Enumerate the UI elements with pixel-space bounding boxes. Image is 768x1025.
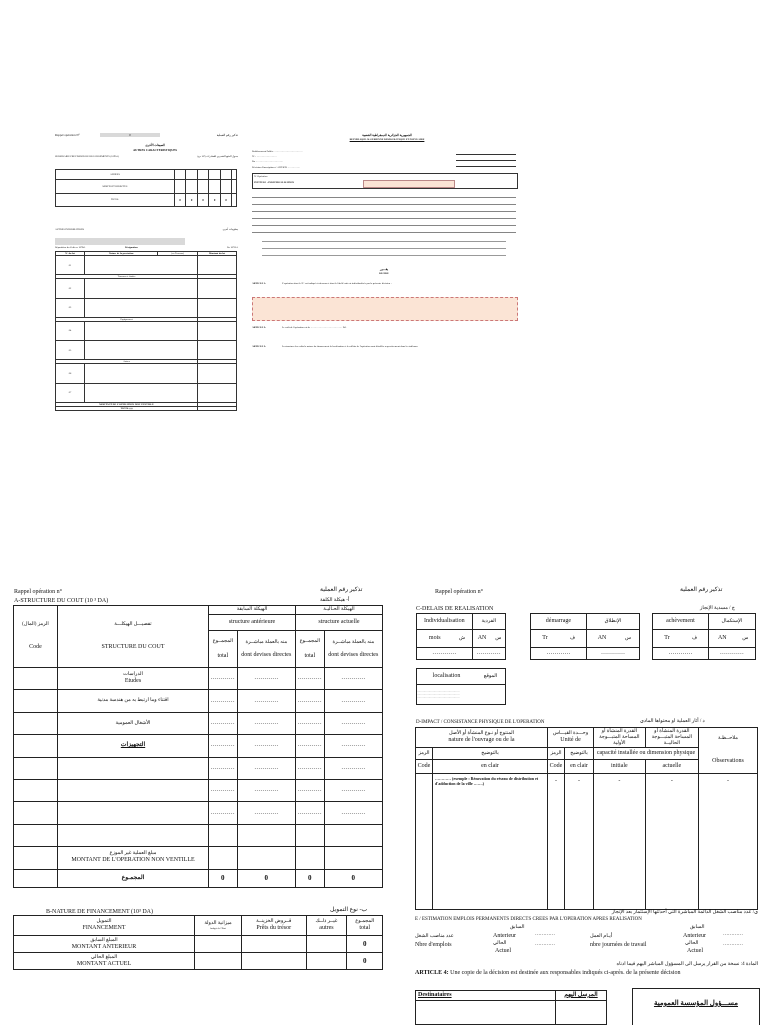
section-travaux: Travaux et études [56,275,198,279]
col-travaux: (en Travaux) [158,252,198,256]
lot-num: 01 [56,256,85,275]
grid-zero: 0 [186,193,198,206]
exemple: ………… (exemple : Rénovation du réseau de distribution et d'adduction de la ville …….) [433,774,548,910]
delais-ar: ج / مسدية الإنجاز [700,606,735,611]
nbre-emplois-ar: عدد مناصب الشغل [415,934,454,939]
ref-label: Rappel opération N° [55,133,80,137]
art4-ar: المادة 4: نسخة من القرار يرسل الى المسؤول المباشر اليهم فيما ادناه [616,962,758,967]
info-ar: معلومات أخرى [222,228,238,231]
dem-tr: Tr [531,630,560,648]
rappel-right: Rappel opération n° [435,589,484,595]
demarrage-ar: الإنطلاق [586,614,639,630]
republic-ar: الجمهورية الجزائرية الديمقراطية الشعبية [362,133,412,137]
dem-an-ar: س [617,630,639,648]
achev-label: achèvement [653,614,709,630]
top-right-decision [252,133,516,363]
indiv-dots: ………… [472,648,505,660]
demarrage-table [530,613,640,660]
total-sub: TOTAL (a) [56,407,198,411]
table-row: الأشغال العمومية ………… ………… ………… ………… [14,712,383,734]
operation-box [252,173,518,189]
table-row: اقتناء وما ارتبط به من هندسة مدنية ………… ………… ………… ………… [14,690,383,712]
col-montant: Montant du lot [198,252,237,256]
rappel-left-ar: تذكير رقم العملية [320,587,363,593]
code: Code [548,760,565,774]
title-ar: الصيغات الأخرى [145,143,165,147]
republic-fr: REPUBLIQUE ALGERIENNE DEMOCRATIQUE ET POPULAIRE [349,138,425,141]
jours-anterieur: Anterieur [683,933,706,939]
indiv-mois-ar: ش [453,630,473,648]
dash: - [699,774,758,910]
sub-label-2: Désignation [125,246,138,249]
loc-dots: …………………………………………… …………………………………………… …………………………………………… [417,685,506,705]
dash: - [548,774,565,910]
dem-an: AN [586,630,617,648]
table-row: المبلغ السابق MONTANT ANTERIEUR 0 [14,936,383,953]
emploi-actuel: Actuel [495,948,511,954]
h-cap-ar-2: القدرة المنشأة أو المساحة المتبـــوجة الحاليــة [645,728,698,748]
achev-ar: الإستكمال [708,614,755,630]
ach-an-ar: س [736,630,756,648]
code-ar: الرمز [416,748,433,760]
indiv-ar: الفردية [472,614,505,630]
operation-label: N° Opération [254,175,268,178]
indiv-table [416,613,506,660]
lot-num: 02 [56,279,85,298]
operation-intitule: INTITULE : INDIVIDUALISATION [254,181,295,184]
subtitle-ar: جدول الدفع التقديري للصادرات (10³ دج) [197,155,238,158]
art1-label: ARTICLE 1: [252,282,267,285]
etab: Etablissement Public : …………………………… [252,150,303,153]
info-title: AUTRES INFORMATIONS [55,228,84,231]
emploi-prev-ar: السابق [510,925,525,930]
h-unite: وحـــدة القيـــاس Unité de [548,728,594,748]
impact-ar: د / أثار العملية او محتواها المادي [640,719,705,724]
section-autres: Autres [56,360,198,364]
considerants-2 [262,237,506,255]
clair: en clair [433,760,548,774]
ach-tr: Tr [653,630,682,648]
code-ar: الرمز [548,748,565,760]
localisation-table [416,668,506,705]
decide-ar: يقـــرر [379,267,389,271]
ach-tr-ar: ف [681,630,708,648]
decaissement-grid [55,169,237,207]
dest-label: Destinataires [416,991,556,1001]
lot-num: 06 [56,364,85,383]
table-row: ………… ………… ………… ………… [14,802,383,824]
nbre-jours-ar: أيـام العمل [590,934,613,939]
achevement-table [652,613,756,660]
title-fr: AUTRES CARACTERISTIQUES [132,148,178,152]
sum-row: المجمـوع 0 0 0 0 [14,869,383,887]
h-curr-ar: الهيكلة الحـاليـة [295,606,382,615]
rappel-right-ar: تذكير رقم العملية [680,587,723,593]
art2-label: ARTICLE 2: [252,326,267,329]
resp-ar: مســـؤول المؤسسة العمومية [653,999,739,1007]
h-code: الرمز (المال) Code [14,606,58,668]
subtitle-fr: SUBSIDAIRE PREVISIONS DE DECAISSEMENTS (10³DA) [55,155,119,158]
art2-text: Le coût de l'opération est de : ……………………………… DA [282,326,347,329]
art1-box [252,297,518,321]
h-curr-dev: منه بالعملة مباشــرة dont devises directes [324,631,382,668]
grid-zero: 0 [197,193,209,206]
h-prev-total: المجمــوع total [209,631,238,668]
dash: - [645,774,698,910]
emploi-block [415,925,758,961]
grid-zero: 0 [174,193,186,206]
h-prev: structure antérieure [209,615,296,631]
indiv-label: Individualisation [417,614,473,630]
emploi-ar: ي/ عدد مناصب الشغل الدائمة المباشرة التي أحدثتها الإستثمار بعد الإنجاز [611,910,758,915]
table-row [14,824,383,846]
table-row: ………… ………… ………… ………… [14,780,383,802]
grid-zero: 0 [220,193,232,206]
h-curr-total: المجمــوع total [295,631,324,668]
art4-text: ARTICLE 4: Une copie de la décision est destinée aux responsables indiqués ci-après. de la présente décision [415,970,681,976]
h-obs: ملاحــظـة Observations [699,728,758,774]
delais-title: C-DELAIS DE REALISATION [416,606,494,612]
h-total: المجمـوع total [347,916,383,936]
h-detail: تفصيـــل الهيكلـــة STRUCTURE DU COUT [58,606,209,668]
emploi-title: E / ESTIMATION EMPLOIS PERMANENTS DIRECTS CREES PAR L'OPERATION APRES REALISATION [415,917,642,922]
total-label: MONTANT DE L'OPERATION NON VENTILLE [56,403,198,407]
initiale: initiale [594,760,646,774]
ach-dots: ………… [708,648,755,660]
rappel-left: Rappel opération n° [14,589,63,595]
h-nature: المنتوج أو نـوع المنشأة أو الأصل nature de l'ouvrage ou de la [416,728,548,748]
nonventille-row: مبلغ العملية غير الموزع MONTANT DE L'OPERATION NON VENTILLE [14,847,383,869]
clair-ar: بالتوضيح [565,748,594,760]
decide: DECIDE [379,272,389,275]
lots-table [55,251,237,411]
grid-years: ANNEES [56,170,175,180]
clair-ar: بالتوضيح [433,748,548,760]
jours-actuel-ar: الحالي [685,941,699,946]
ach-dots: ………… [653,648,709,660]
h-prev-dev: منه بالعملة مباشــرة dont devises directes [237,631,295,668]
jours-dots: ………… [723,942,743,947]
grid-total: TOTAL [56,193,175,206]
jours-prev-ar: السابق [690,925,705,930]
ach-an: AN [708,630,735,648]
h-fin: التمويل FINANCEMENT [14,916,195,936]
jours-actuel: Actuel [687,948,703,954]
art3-label: ARTICLE 3: [252,345,267,348]
fin-title-ar: ب- نوع التمويل [330,907,368,913]
table-row: الدراسات Etudes ………… ………… ………… ………… [14,668,383,690]
art3-text: La structure des coûts la nature du financement la localisation et les délais de l'opération sont détaillés respectivement dans les tableaux. [282,345,419,348]
nbre-jours: nbre journées de travail [590,942,647,948]
du: Du …………………………… [252,160,284,163]
emploi-dots: ………… [535,942,555,947]
demarrage-label: démarrage [531,614,587,630]
info-shade [55,238,185,245]
art1-text: L'opération dont le N° est indiqué ci-dessous et dont le libellé suit est individualisée par la présente décision : [282,282,392,285]
dash: - [594,774,646,910]
indiv-an: AN [472,630,491,648]
fin-table [13,915,383,970]
lot-num: 03 [56,298,85,317]
indiv-mois: mois [417,630,453,648]
dash: - [565,774,594,910]
decision: Décision d'inscription n° ART/ICB …………… [252,166,301,169]
jours-dots: ………… [723,932,743,937]
lot-num: 05 [56,341,85,360]
col-lot: N° du lot [56,252,85,256]
h-cap-ar-1: القدرة المنشأة أو المساحة المتبـــوجة الأولية [594,728,646,748]
structure-table [13,605,383,888]
fin-title: B-NATURE DE FINANCEMENT (10³ DA) [46,909,154,915]
resp-box [632,988,760,1025]
ref-value: 0 [100,133,160,137]
code: Code [416,760,433,774]
operation-peach [363,180,455,188]
structure-title-ar: أ- هيكلة الكلفة [320,598,350,603]
table-row: التجهيزات ………… ………… ………… ………… [14,735,383,757]
structure-title: A-STRUCTURE DU COUT (10 ³ DA) [14,598,109,604]
dem-dots: ………… [531,648,587,660]
indiv-an-ar: س [491,630,505,648]
top-left-form [55,133,238,413]
h-cap: capacité installée ou dimension physique [594,748,699,760]
col-nature: Nature de la prestation [85,252,158,256]
num: N° : …………………… [252,155,277,158]
loc-label: localisation [417,669,477,685]
table-row: المبلغ الحالي MONTANT ACTUEL 0 [14,953,383,970]
h-autres: غيــر ذلــك autres [306,916,347,936]
sub-label-1: Répartition du Coût en 10³DA [55,246,86,249]
right-lines [456,150,516,167]
ref-label-ar: تذكير رقم العملية [216,133,238,137]
nbre-emplois: Nbre d'emplois [415,942,452,948]
lot-num: 04 [56,321,85,340]
emploi-actuel-ar: الحالي [493,941,507,946]
indiv-dots: ………… [417,648,473,660]
h-budget: ميزانية الدولة budget de l'Etat [195,916,242,936]
h-prev-ar: الهيكلة السابقة [209,606,296,615]
clair: en clair [565,760,594,774]
impact-title: D-IMPACT / CONSISTANCE PHYSIQUE DE L'OPERATION [416,720,545,725]
grid-montant: MONTANT DIRECTES [56,180,175,193]
dest-table [415,990,607,1025]
dem-dots: ………… [586,648,639,660]
lot-num: 07 [56,383,85,402]
h-curr: structure actuelle [295,615,382,631]
section-equipement: Equipement [56,317,198,321]
table-row [416,774,758,910]
emploi-anterieur: Anterieur [493,933,516,939]
loc-ar: الموقع [476,669,505,685]
actuelle: actuelle [645,760,698,774]
table-row: ………… ………… ………… ………… [14,757,383,779]
grid-zero: 0 [209,193,221,206]
sub-label-3: En 10³ DA [227,246,238,249]
h-pret: قــروض الخزينــة Prêts du trésor [242,916,307,936]
dest-ar: المرسل اليهم [556,991,607,1001]
dem-tr-ar: ف [559,630,586,648]
emploi-dots: ………… [535,932,555,937]
considerants [252,193,516,231]
impact-table [415,727,758,910]
